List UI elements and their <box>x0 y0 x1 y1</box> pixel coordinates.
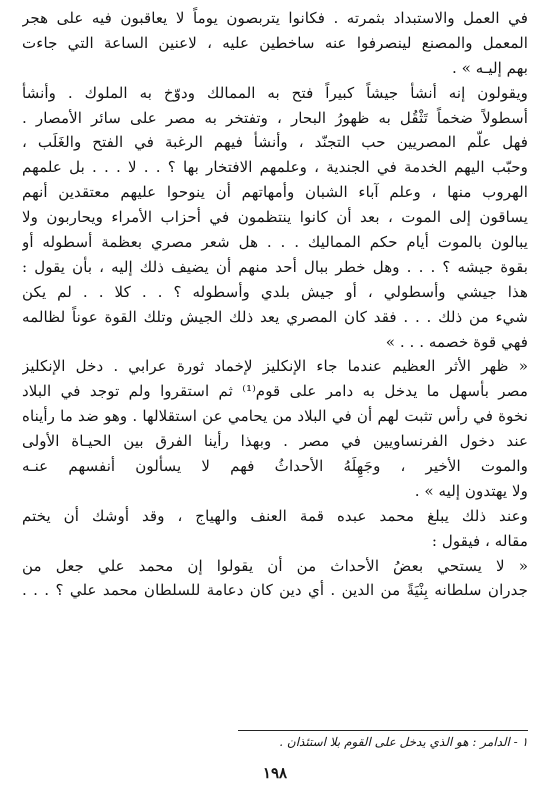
paragraph-1 <box>22 6 528 81</box>
paragraph-3 <box>22 354 528 503</box>
paragraph-5 <box>22 554 528 604</box>
text-line: شيء من ذلك . . . فقد كان المصري يعد ذلك الجيش وتلك القوة عوناً لظالمه <box>22 307 528 326</box>
text-line: المعمل والمصنع لينصرفوا عنه ساخطين عليه ، لاعنين الساعة التي جاءت <box>22 33 528 52</box>
text-line: نخوة في رأس تثبت لهم أن في البلاد من يحامي عن استقلالها . وهو ضد ما رأيناه <box>22 407 528 426</box>
main-text <box>22 6 528 603</box>
text-line: ويقولون إنه أنشأ جيشاً كبيراً فتح به الممالك ودوّخ به الملوك . وأنشأ <box>22 83 528 102</box>
text-line: والموت الأخير ، وجَهِلَهُ الأحداثُ فهم لا يسألون أنفسهم عنـه <box>22 457 528 476</box>
text-line: يبالون بالموت أيام حكم المماليك . . . هل شعر مصري بعظمة أسطوله أو <box>22 233 528 252</box>
text-line: « ظهر الأثر العظيم عندما جاء الإنكليز لإخماد ثورة عرابي . دخل الإنكليز <box>22 357 528 376</box>
footnote-divider <box>238 730 528 731</box>
text-line: هذا جيشي وأسطولي ، أو جيش بلدي وأسطوله ؟ . . كلا . . لم يكن <box>22 282 528 301</box>
text-line: وعند ذلك يبلغ محمد عبده قمة العنف والهياج ، وقد أوشك أن يختم <box>22 506 528 525</box>
text-line: بهم إليـه » . <box>452 58 528 77</box>
text-line: يساقون إلى الموت ، بعد أن كانوا ينتظمون في أحزاب الأمراء ويحاربون ولا <box>22 208 528 227</box>
text-line: أسطولاً ضخماً تَثْقُل به ظهورُ البحار ، وتفتخر به مصر على سائر الأمصار . <box>22 108 528 127</box>
text-line: فهي قوة خصمه . . . » <box>385 332 528 351</box>
text-line: « لا يستحي بعضُ الأحداث من أن يقولوا إن محمد علي جعل من <box>22 556 528 575</box>
text-line: وحبّب اليهم الخدمة في الجندية ، وعلمهم الافتخار بها ؟ . . لا . . . بل علمهم <box>22 158 528 177</box>
text-line: مقاله ، فيقول : <box>431 531 528 550</box>
page-number: ١٩٨ <box>262 764 288 782</box>
text-line: جدران سلطانه بِنْيَةً من الدين . أي دين كان دعامة للسلطان محمد علي ؟ . . . <box>22 581 528 600</box>
text-line: بقوة جيشه ؟ . . . وهل خطر ببال أحد منهم أن يضيف ذلك إليه ، بأن يقول : <box>22 257 528 276</box>
footnote: ١ - الدامر : هو الذي يدخل على القوم بلا استئذان . <box>279 735 528 749</box>
text-line: ولا يهتدون إليه » . <box>414 481 528 500</box>
text-line: الهروب منها ، وعلم آباء الشبان وأمهاتهم أن ينوحوا عليهم معتقدين أنهم <box>22 183 528 202</box>
paragraph-4 <box>22 504 528 554</box>
text-line: عند دخول الفرنساويين في مصر . وبهذا رأينا الفرق بين الحيـاة الأولى <box>22 432 528 451</box>
paragraph-2 <box>22 81 528 355</box>
text-line: فهل علّم المصريين حب التجنّد ، وأنشأ فيهم الرغبة في الفتح والغَلَب ، <box>22 133 528 152</box>
text-line: مصر بأسهل ما يدخل به دامر على قوم⁽¹⁾ ثم استقروا ولم توجد في البلاد <box>22 382 528 401</box>
text-line: في العمل والاستبداد بثمرته . فكانوا يتربصون يوماً لا يعاقبون فيه على هجر <box>22 9 528 27</box>
